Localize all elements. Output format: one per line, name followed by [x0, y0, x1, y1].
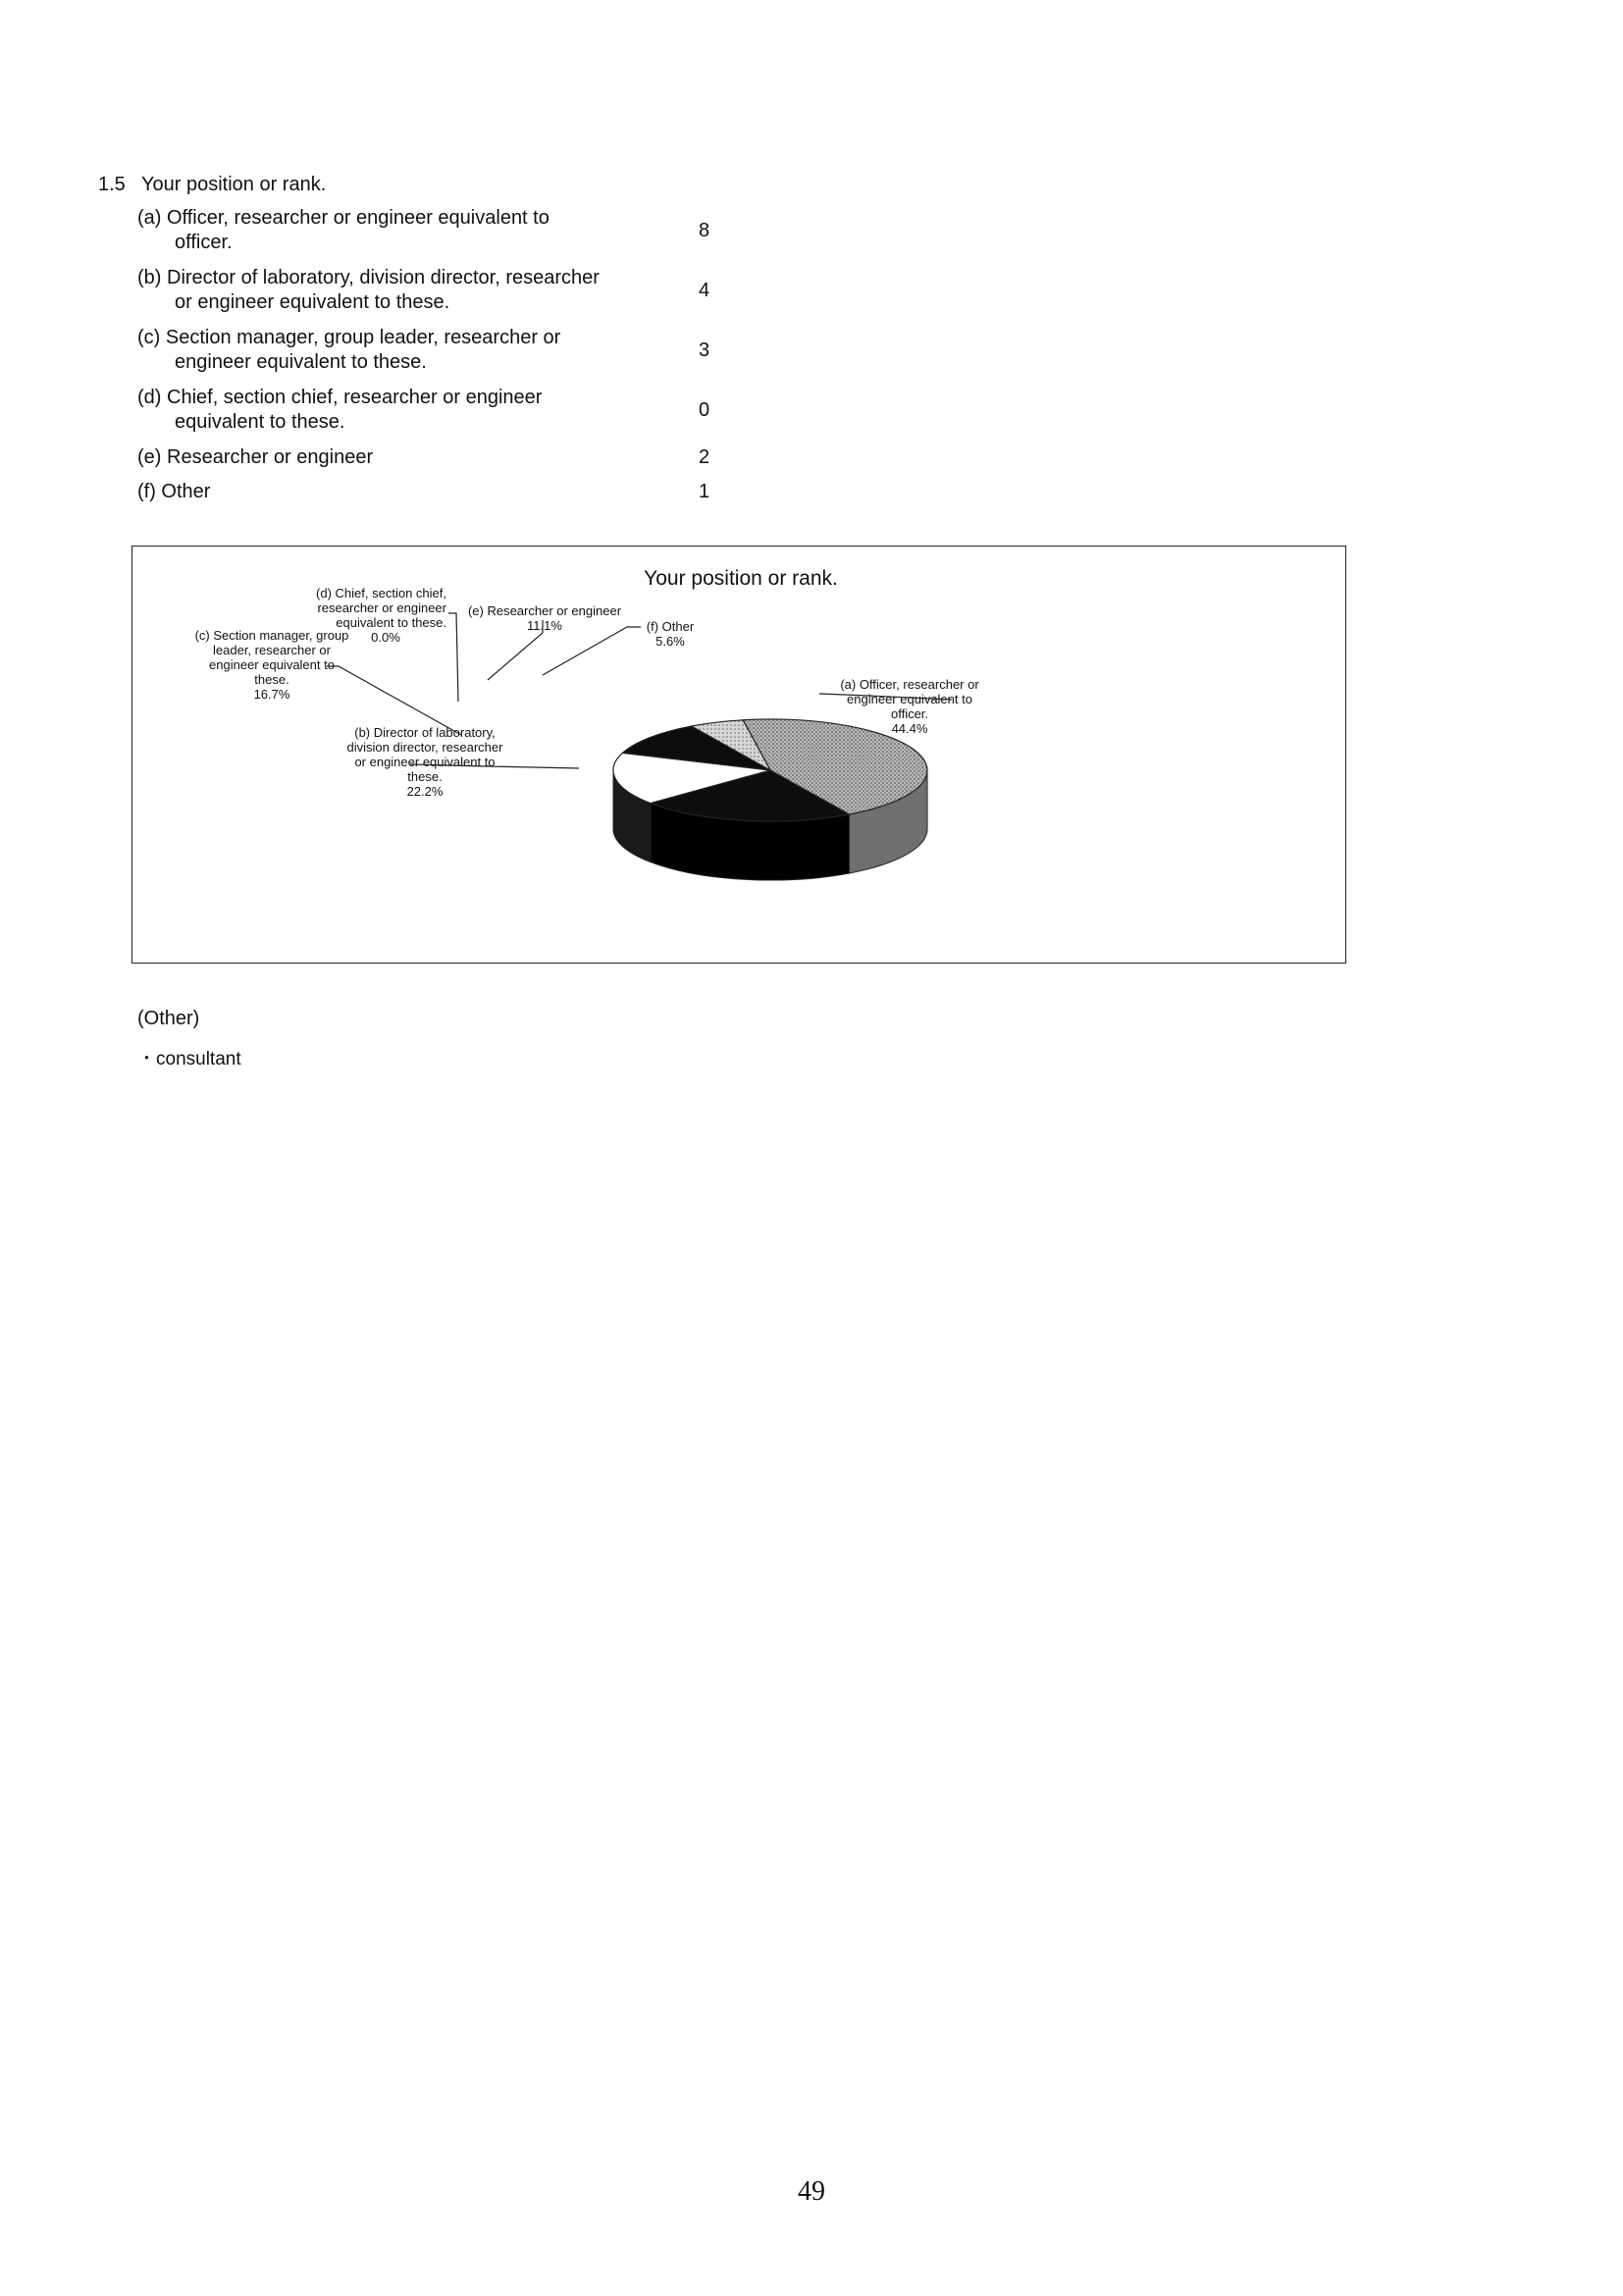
pie-chart [132, 547, 1347, 965]
chart-title: Your position or rank. [644, 567, 838, 590]
pie-label-line: or engineer equivalent to [354, 755, 496, 769]
row-count: 8 [699, 220, 710, 241]
pie-label-e [468, 603, 622, 680]
row-count: 2 [699, 446, 710, 468]
row-label: (a) Officer, researcher or engineer equivalent to officer. [137, 207, 550, 253]
pie-label-line: equivalent to these. [336, 615, 446, 630]
pie-leader-line [448, 613, 458, 702]
section-heading [98, 174, 326, 196]
pie-label-line: (e) Researcher or engineer [467, 603, 622, 618]
pie-label-line: (f) Other [646, 619, 695, 634]
pie-label-line: (a) Officer, researcher or [840, 677, 979, 692]
pie-label-line: engineer equivalent to [847, 692, 972, 706]
other-heading: (Other) [137, 1008, 200, 1029]
row-count: 1 [699, 481, 710, 502]
pie-label-f [543, 619, 695, 675]
pie-percent-label: 22.2% [406, 784, 444, 799]
pie-percent-label: 5.6% [655, 634, 685, 649]
pie-chart-panel [131, 546, 1346, 964]
pie-label-line: (b) Director of laboratory, [354, 725, 496, 740]
pie-percent-label: 44.4% [891, 721, 928, 736]
row-label: (b) Director of laboratory, division director, researcher or engineer equivalent to these. [137, 267, 600, 313]
row-label: (c) Section manager, group leader, researcher or engineer equivalent to these. [137, 327, 561, 373]
pie-label-line: researcher or engineer [317, 600, 446, 615]
pie-label-c [195, 628, 461, 735]
pie-label-b [347, 725, 579, 799]
row-label: (e) Researcher or engineer [137, 446, 374, 468]
row-label: (f) Other [137, 481, 211, 502]
row-count: 4 [699, 280, 710, 301]
pie-percent-label: 16.7% [253, 687, 290, 702]
pie-percent-label: 0.0% [371, 630, 400, 645]
pie-percent-label: 11.1% [527, 618, 562, 633]
row-count: 0 [699, 399, 710, 421]
pie-label-line: officer. [890, 706, 929, 721]
section-number: 1.5 [98, 174, 126, 195]
row-count: 3 [699, 339, 710, 361]
pie-label-d [316, 586, 458, 702]
pie-label-line: (c) Section manager, group [194, 628, 349, 643]
page-number: 49 [798, 2176, 825, 2207]
other-item: ・consultant [137, 1049, 241, 1070]
pie-label-line: these. [407, 769, 443, 784]
pie-leader-line [543, 627, 641, 675]
pie-label-line: these. [254, 672, 289, 687]
row-label: (d) Chief, section chief, researcher or engineer equivalent to these. [137, 387, 543, 433]
pie-label-line: leader, researcher or [213, 643, 331, 657]
pie-label-line: division director, researcher [346, 740, 503, 755]
pie-label-line: engineer equivalent to [209, 657, 335, 672]
pie-label-line: (d) Chief, section chief, [316, 586, 446, 600]
section-title: Your position or rank. [141, 174, 327, 195]
